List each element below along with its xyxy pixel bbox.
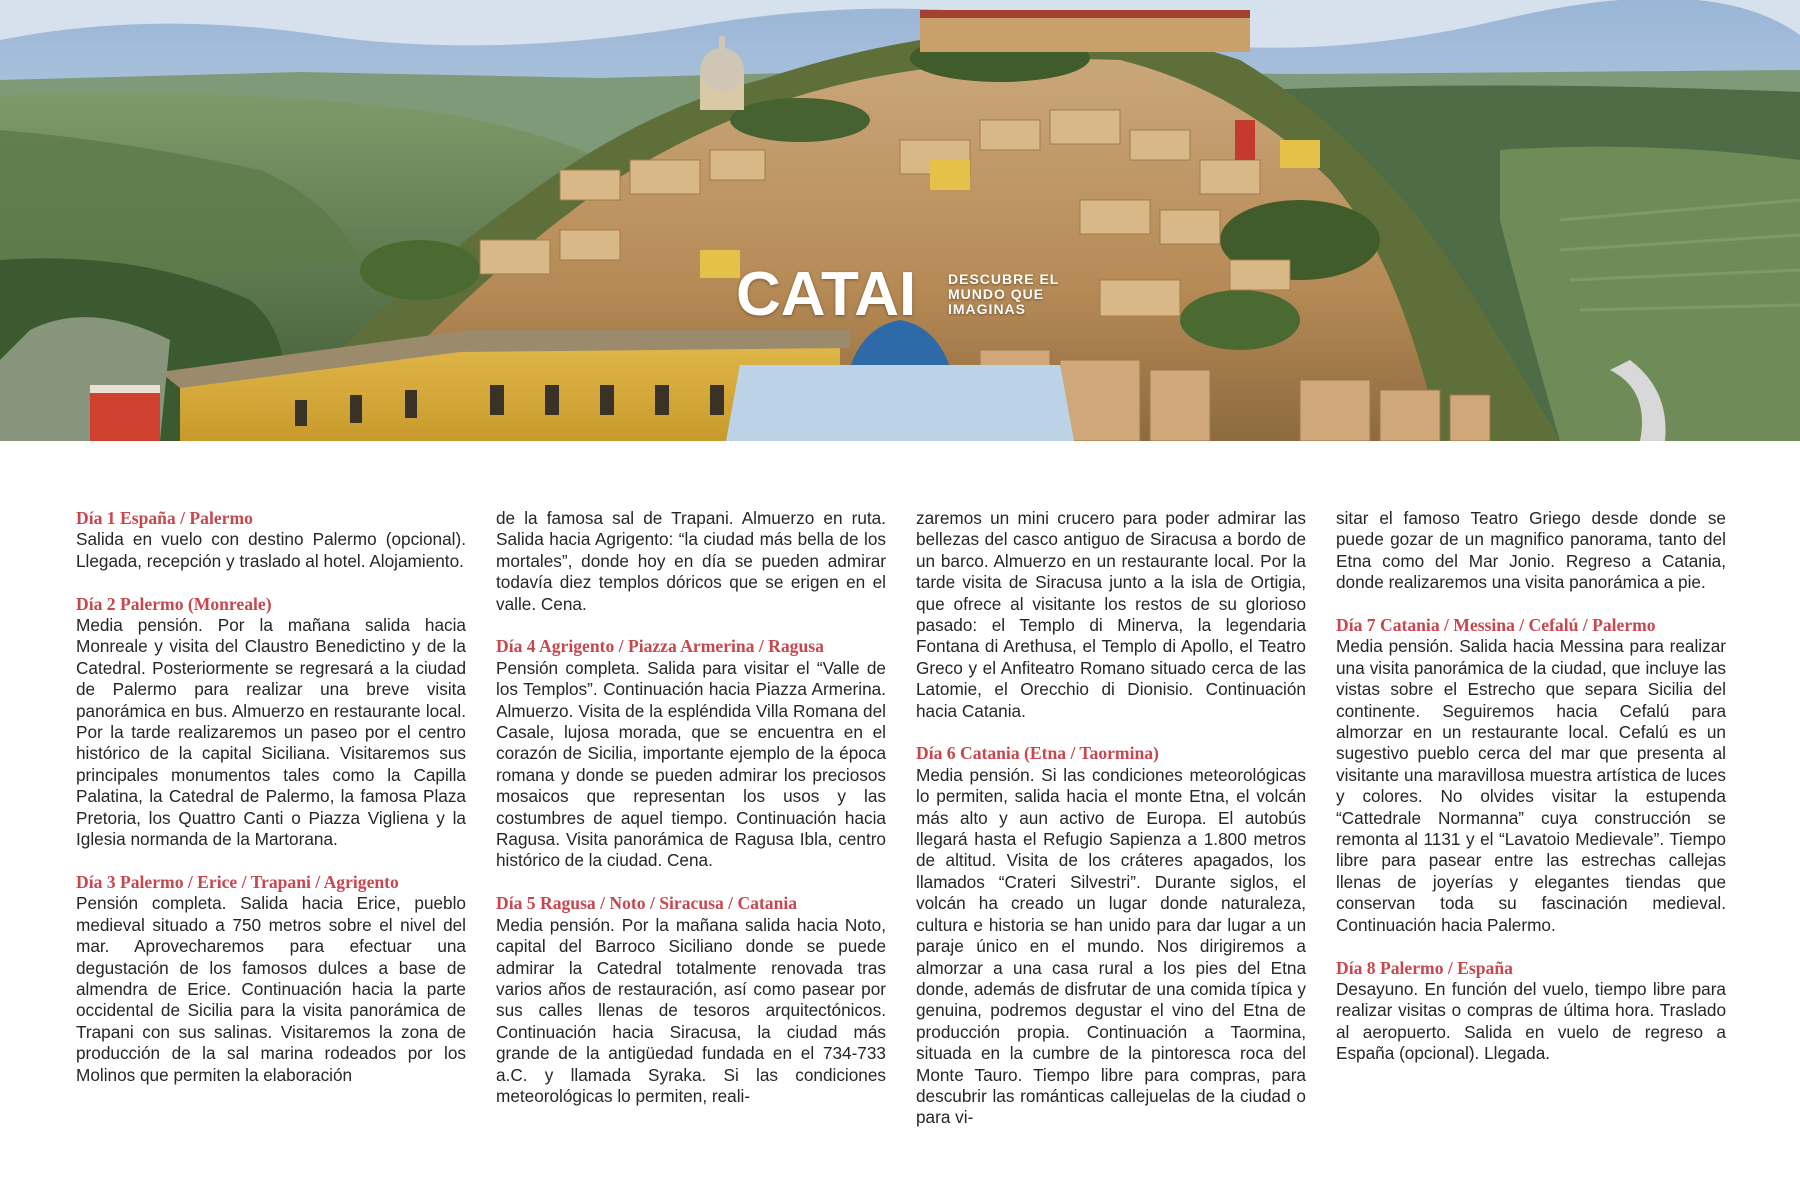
- day-5-title: Día 5 Ragusa / Noto / Siracusa / Catania: [496, 893, 798, 914]
- day-3-text-continued: de la famosa sal de Trapani. Almuerzo en ruta. Salida hacia Agrigento: “la ciudad más bella de los mortales”, donde hoy en día se pueden admirar todavía diez templos dóricos que se erigen en el valle. Cena.: [496, 508, 886, 614]
- day-1-title: Día 1 España / Palermo: [76, 508, 253, 528]
- day-8-text: Desayuno. En función del vuelo, tiempo libre para realizar visitas o compras de última hora. Traslado al aeropuerto. Salida en vuelo de regreso a España (opcional). Llegada.: [1336, 978, 1726, 1064]
- day-3-title: Día 3 Palermo / Erice / Trapani / Agrigento: [76, 871, 399, 892]
- day-5-text-continued: zaremos un mini crucero para poder admirar las bellezas del casco antiguo de Siracusa a bordo de un barco. Almuerzo en un restaurante local. Por la tarde visita de Siracusa junto a la isla de Ortigia, que ofrece al visitante los restos de su glorioso pasado: el Templo di Minerva, la legendaria Fontana di Arethusa, el Templo di Apollo, el Teatro Greco y el Anfiteatro Romano situado cerca de las Latomie, el Orecchio di Dionisio. Continuación hacia Catania.: [916, 508, 1306, 721]
- day-3-text: Pensión completa. Salida hacia Erice, pueblo medieval situado a 750 metros sobre el nivel del mar. Aprovecharemos para efectuar una degustación de los famosos dulces a base de almendra de Erice. Continuación hacia la parte occidental de Sicilia para la visita panorámica de Trapani con sus salinas. Visitaremos la zona de producción de la sal marina rodeados por los Molinos que permiten la elaboración: [76, 893, 466, 1085]
- day-2-title: Día 2 Palermo (Monreale): [76, 593, 272, 614]
- brand-tagline: DESCUBRE EL MUNDO QUE IMAGINAS: [948, 271, 1060, 317]
- hero-photo: [0, 0, 1800, 441]
- itinerary-column-2: [496, 508, 886, 1107]
- itinerary-column-1: [76, 508, 466, 1086]
- day-4-title: Día 4 Agrigento / Piazza Armerina / Ragusa: [496, 636, 824, 657]
- day-1-text: Salida en vuelo con destino Palermo (opcional). Llegada, recepción y traslado al hotel. Alojamiento.: [76, 529, 466, 571]
- day-7-text: Media pensión. Salida hacia Messina para realizar una visita panorámica de la ciudad, que incluye las vistas sobre el Estrecho que separa Sicilia del continente. Seguiremos hacia Cefalú para almorzar en un restaurante local. Cefalú es un sugestivo pueblo cerca del mar que presenta al visitante una maravillosa muestra artística de luces y colores. No olvides visitar la estupenda “Cattedrale Normanna” cuya construcción se remonta al 1131 y el “Lavatoio Medievale”. Tiempo libre para pasear entre las estrechas callejas llenas de joyerías y elegantes tiendas que conservan toda su fascinación medieval. Continuación hacia Palermo.: [1336, 636, 1726, 935]
- day-6-text-continued: sitar el famoso Teatro Griego desde donde se puede gozar de un magnifico panorama, tanto del Etna como del Mar Jonio. Regreso a Catania, donde realizaremos una visita panorámica a pie.: [1336, 508, 1726, 593]
- day-4-text: Pensión completa. Salida para visitar el “Valle de los Templos”. Continuación hacia Piazza Armerina. Almuerzo. Visita de la espléndida Villa Romana del Casale, lujosa morada, que se encuentra en el corazón de Sicilia, importante ejemplo de la época romana y donde se pueden admirar los preciosos mosaicos que representan los usos y las costumbres de aquel tiempo. Continuación hacia Ragusa. Visita panorámica de Ragusa Ibla, centro histórico de la ciudad. Cena.: [496, 657, 886, 871]
- day-2-text: Media pensión. Por la mañana salida hacia Monreale y visita del Claustro Benedictino y de la Catedral. Posteriormente se regresará a la ciudad de Palermo para realizar una breve visita panorámica en bus. Almuerzo en restaurante local. Por la tarde realizaremos un paseo por el centro histórico de la capital Siciliana. Visitaremos sus principales monumentos tales como la Capilla Palatina, la Catedral de Palermo, la famosa Plaza Pretoria, los Quattro Canti o Piazza Vigliena y la Iglesia normanda de la Martorana.: [76, 615, 466, 850]
- day-8-title: Día 8 Palermo / España: [1336, 957, 1513, 978]
- decorative-tab: [726, 365, 1074, 441]
- day-5-text: Media pensión. Por la mañana salida hacia Noto, capital del Barroco Siciliano donde se puede admirar la Catedral totalmente renovada tras varios años de restauración, así como pasear por sus calles llenas de tesoros arquitectónicos. Continuación hacia Siracusa, la ciudad más grande de la antigüedad fundada en el 734-733 a.C. y llamada Syraka. Si las condiciones meteorológicas lo permiten, reali-: [496, 914, 886, 1106]
- day-6-title: Día 6 Catania (Etna / Taormina): [916, 743, 1159, 764]
- day-6-text: Media pensión. Si las condiciones meteorológicas lo permiten, salida hacia el monte Etna, el volcán más alto y aun activo de Europa. El autobús llegará hasta el Refugio Sapienza a 1.800 metros de altitud. Visita de los cráteres apagados, los llamados “Crateri Silvestri”. Durante siglos, el volcán ha creado un lugar donde naturaleza, cultura e historia se han unido para dar lugar a un paraje único en el mundo. Nos dirigiremos a almorzar a una casa rural a los pies del Etna donde, además de disfrutar de una comida típica y genuina, podremos degustar el vino del Etna de producción propia. Continuación a Taormina, situada en la cumbre de la pintoresca roca del Monte Tauro. Tiempo libre para compras, para descubrir las románticas callejuelas de la ciudad o para vi-: [916, 764, 1306, 1128]
- itinerary-column-3: [916, 508, 1306, 1129]
- brand-name: CATAI: [736, 260, 917, 329]
- itinerary-column-4: [1336, 508, 1726, 1065]
- day-7-title: Día 7 Catania / Messina / Cefalú / Palermo: [1336, 615, 1656, 636]
